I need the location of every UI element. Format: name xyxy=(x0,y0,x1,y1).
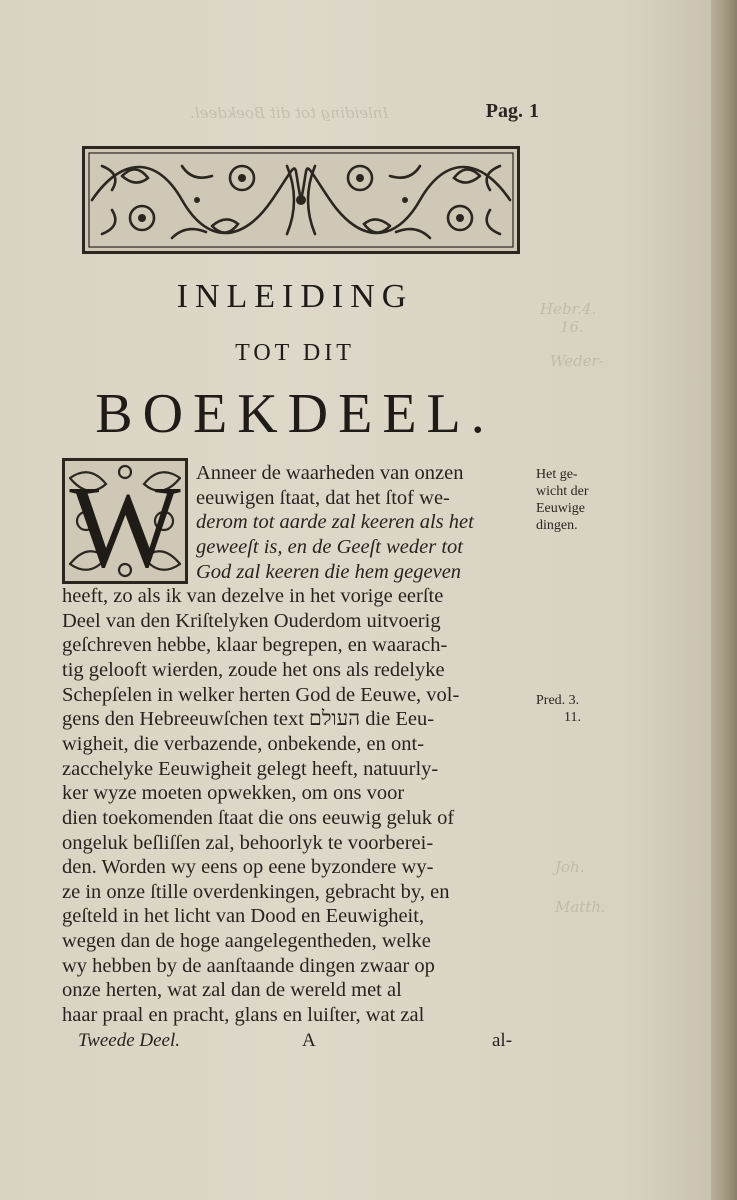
body-line-7: Deel van den Kriſtelyken Ouderdom uitvoerig xyxy=(62,610,441,632)
bleed-through-text: Hebr.4. xyxy=(540,300,597,318)
body-line-3: derom tot aarde zal keeren als het xyxy=(196,511,474,533)
title-inleiding: INLEIDING xyxy=(176,278,414,315)
margin-note-eeuwige-dingen: Het ge- wicht der Eeuwige dingen. xyxy=(536,467,589,533)
drop-cap-letter: W xyxy=(69,461,181,584)
bleed-through-text: Joh. xyxy=(555,858,585,876)
title-tot-dit: TOT DIT xyxy=(235,340,355,366)
ornament-graphic xyxy=(82,146,520,254)
bleed-through-text: Weder- xyxy=(550,352,604,370)
body-line-5: God zal keeren die hem gegeven xyxy=(196,561,462,583)
page-label: Pag. xyxy=(485,100,523,122)
body-line-23: haar praal en pracht, glans en luiſter, wat zal xyxy=(62,1004,425,1026)
body-line-20: wegen dan de hoge aangelegentheden, welke xyxy=(62,930,431,952)
body-line-6: heeft, zo als ik van dezelve in het vorige eerſte xyxy=(62,585,444,607)
body-line-15: dien toekomenden ſtaat die ons eeuwig geluk of xyxy=(62,807,455,829)
body-line-1: Anneer de waarheden van onzen xyxy=(196,462,464,484)
drop-cap-graphic xyxy=(62,458,188,584)
drop-cap-ornament xyxy=(62,458,188,584)
body-line-13: zacchelyke Eeuwigheit gelegt heeft, natuurly- xyxy=(62,758,439,780)
body-line-22: onze herten, wat zal dan de wereld met al xyxy=(62,979,402,1001)
body-line-12: wigheit, die verbazende, onbekende, en ont- xyxy=(62,733,425,755)
bleed-through-text: Inleiding tot dit Boekdeel. xyxy=(190,104,389,122)
body-line-18: ze in onze ſtille overdenkingen, gebracht by, en xyxy=(62,881,450,903)
body-line-10: Schepſelen in welker herten God de Eeuwe, vol- xyxy=(62,684,460,706)
footer-signature: Tweede Deel. xyxy=(78,1030,180,1051)
bleed-through-text: Matth. xyxy=(555,898,606,916)
margin-note-pred: Pred. 3. 11. xyxy=(536,693,581,725)
body-line-14: ker wyze moeten opwekken, om ons voor xyxy=(62,782,405,804)
page-header xyxy=(486,100,539,123)
page-number: 1 xyxy=(529,100,539,122)
body-line-2: eeuwigen ſtaat, dat het ſtof we- xyxy=(196,487,450,509)
body-line-17: den. Worden wy eens op eene byzondere wy- xyxy=(62,856,434,878)
body-line-8: geſchreven hebbe, klaar begrepen, en waarach- xyxy=(62,634,448,656)
headpiece-ornament xyxy=(82,146,520,254)
title-boekdeel: BOEKDEEL. xyxy=(95,383,495,445)
body-line-16: ongeluk beſliſſen zal, behoorlyk te voorberei- xyxy=(62,832,434,854)
body-line-19: geſteld in het licht van Dood en Eeuwigheit, xyxy=(62,905,425,927)
footer-signature-letter: A xyxy=(302,1030,316,1051)
body-line-21: wy hebben by de aanſtaande dingen zwaar op xyxy=(62,955,435,977)
body-line-9: tig gelooft wierden, zoude het ons als redelyke xyxy=(62,659,445,681)
body-line-4: geweeſt is, en de Geeſt weder tot xyxy=(196,536,463,558)
book-spine-edge xyxy=(711,0,737,1200)
bleed-through-text: 16. xyxy=(560,318,584,336)
body-line-11: gens den Hebreeuwſchen text העולם die Eeu- xyxy=(62,708,435,730)
footer-catchword: al- xyxy=(492,1030,513,1051)
